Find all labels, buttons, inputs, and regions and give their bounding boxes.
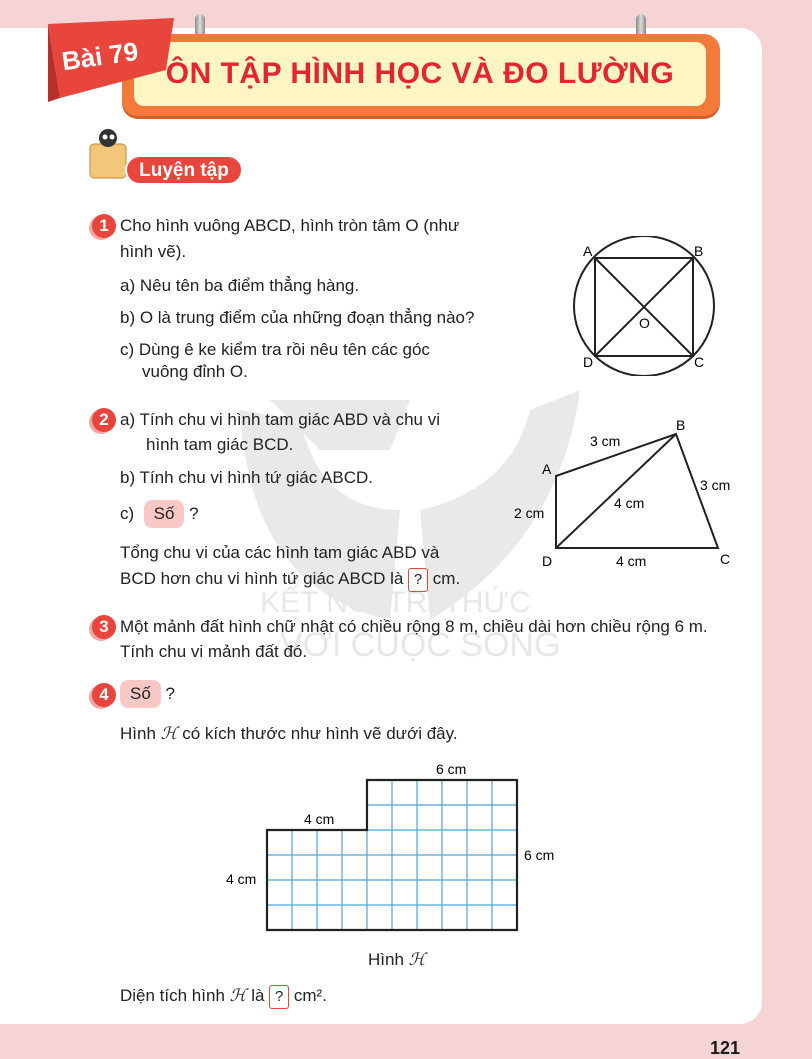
ex1-question-c-line1: c) Dùng ê ke kiểm tra rồi nêu tên các góc [120, 340, 430, 359]
ex2-sentence-line1: Tổng chu vi của các hình tam giác ABD và [120, 543, 440, 562]
section-label: Luyện tập [139, 160, 229, 181]
ex1-question-b: b) O là trung điểm của những đoạn thẳng nào? [120, 308, 475, 327]
ex4-answer-box[interactable]: ? [269, 985, 289, 1009]
lesson-title: ÔN TẬP HÌNH HỌC VÀ ĐO LƯỜNG [165, 57, 675, 90]
practice-badge [88, 126, 246, 188]
page-number: 121 [710, 1038, 741, 1058]
dim-top: 6 cm [436, 761, 467, 777]
exercise-4-number: 4 [92, 683, 116, 707]
area-symbol: ℋ [229, 986, 247, 1005]
ex2-question-b: b) Tính chu vi hình tứ giác ABCD. [120, 468, 373, 487]
label-A: A [583, 243, 593, 259]
ex2-sentence-line2 [120, 567, 460, 592]
len-dc: 4 cm [616, 553, 647, 569]
ex1-intro-line1: Cho hình vuông ABCD, hình tròn tâm O (như [120, 216, 460, 235]
ex4-header [120, 680, 175, 708]
len-bc: 3 cm [700, 477, 731, 493]
q-label-A: A [542, 461, 552, 477]
exercise-1-number: 1 [92, 214, 116, 238]
ex1-question-c-line2: vuông đỉnh O. [142, 362, 248, 381]
ex2-question-a-line1: a) Tính chu vi hình tam giác ABD và chu vi [120, 410, 441, 429]
ex1-question-a: a) Nêu tên ba điểm thẳng hàng. [120, 276, 360, 295]
ex2-sentence-after: cm. [432, 569, 461, 588]
len-bd: 4 cm [614, 495, 645, 511]
figure-caption [368, 948, 425, 971]
q-label-D: D [542, 553, 553, 569]
len-ab: 3 cm [590, 433, 621, 449]
ex2-c-prefix: c) [120, 504, 135, 523]
len-ad: 2 cm [514, 505, 545, 521]
ex4-intro-after: có kích thước như hình vẽ dưới đây. [182, 724, 458, 743]
dim-left: 4 cm [226, 871, 257, 887]
lesson-tag [48, 18, 176, 102]
q-label-B: B [676, 417, 686, 433]
exercise-2-number: 2 [92, 408, 116, 432]
label-O: O [639, 315, 650, 331]
dim-step: 4 cm [304, 811, 335, 827]
label-D: D [583, 354, 594, 370]
watermark-line1: KẾT NỐI TRI THỨC [260, 586, 531, 619]
ex2-question-c [120, 500, 199, 528]
ex2-so-pill: Số [144, 500, 185, 528]
ex3-line1: Một mảnh đất hình chữ nhật có chiều rộng 8 m, chiều dài hơn chiều rộng 6 m. [120, 617, 708, 636]
q-label-C: C [720, 551, 731, 567]
ex1-intro-line2: hình vẽ). [120, 242, 187, 261]
area-unit: cm². [293, 986, 327, 1005]
exercise-3-number: 3 [92, 615, 116, 639]
ex4-so-pill: Số [120, 680, 161, 708]
area-mid: là [251, 986, 265, 1005]
grid-shape-figure [220, 756, 580, 936]
ex4-area-sentence [120, 984, 327, 1009]
quadrilateral-figure [510, 414, 750, 574]
ex2-c-suffix: ? [189, 504, 199, 523]
ex4-intro-before: Hình [120, 724, 156, 743]
caption-word: Hình [368, 950, 404, 969]
ex4-shape-symbol: ℋ [160, 724, 178, 743]
watermark-line2: VỚI CUỘC SỐNG [280, 626, 561, 664]
label-B: B [694, 243, 704, 259]
ex2-sentence-before: BCD hơn chu vi hình tứ giác ABCD là [120, 569, 404, 588]
caption-symbol: ℋ [408, 950, 426, 969]
ex2-question-a-line2: hình tam giác BCD. [146, 435, 294, 454]
dim-right: 6 cm [524, 847, 555, 863]
ex4-intro [120, 722, 458, 745]
square-circle-figure [566, 236, 726, 376]
label-C: C [694, 354, 705, 370]
area-before: Diện tích hình [120, 986, 225, 1005]
lesson-title-box [134, 42, 706, 106]
ex2-answer-box[interactable]: ? [408, 568, 428, 592]
ex3-line2: Tính chu vi mảnh đất đó. [120, 642, 308, 661]
lesson-number: Bài 79 [59, 35, 140, 77]
ex4-suffix: ? [165, 684, 175, 703]
